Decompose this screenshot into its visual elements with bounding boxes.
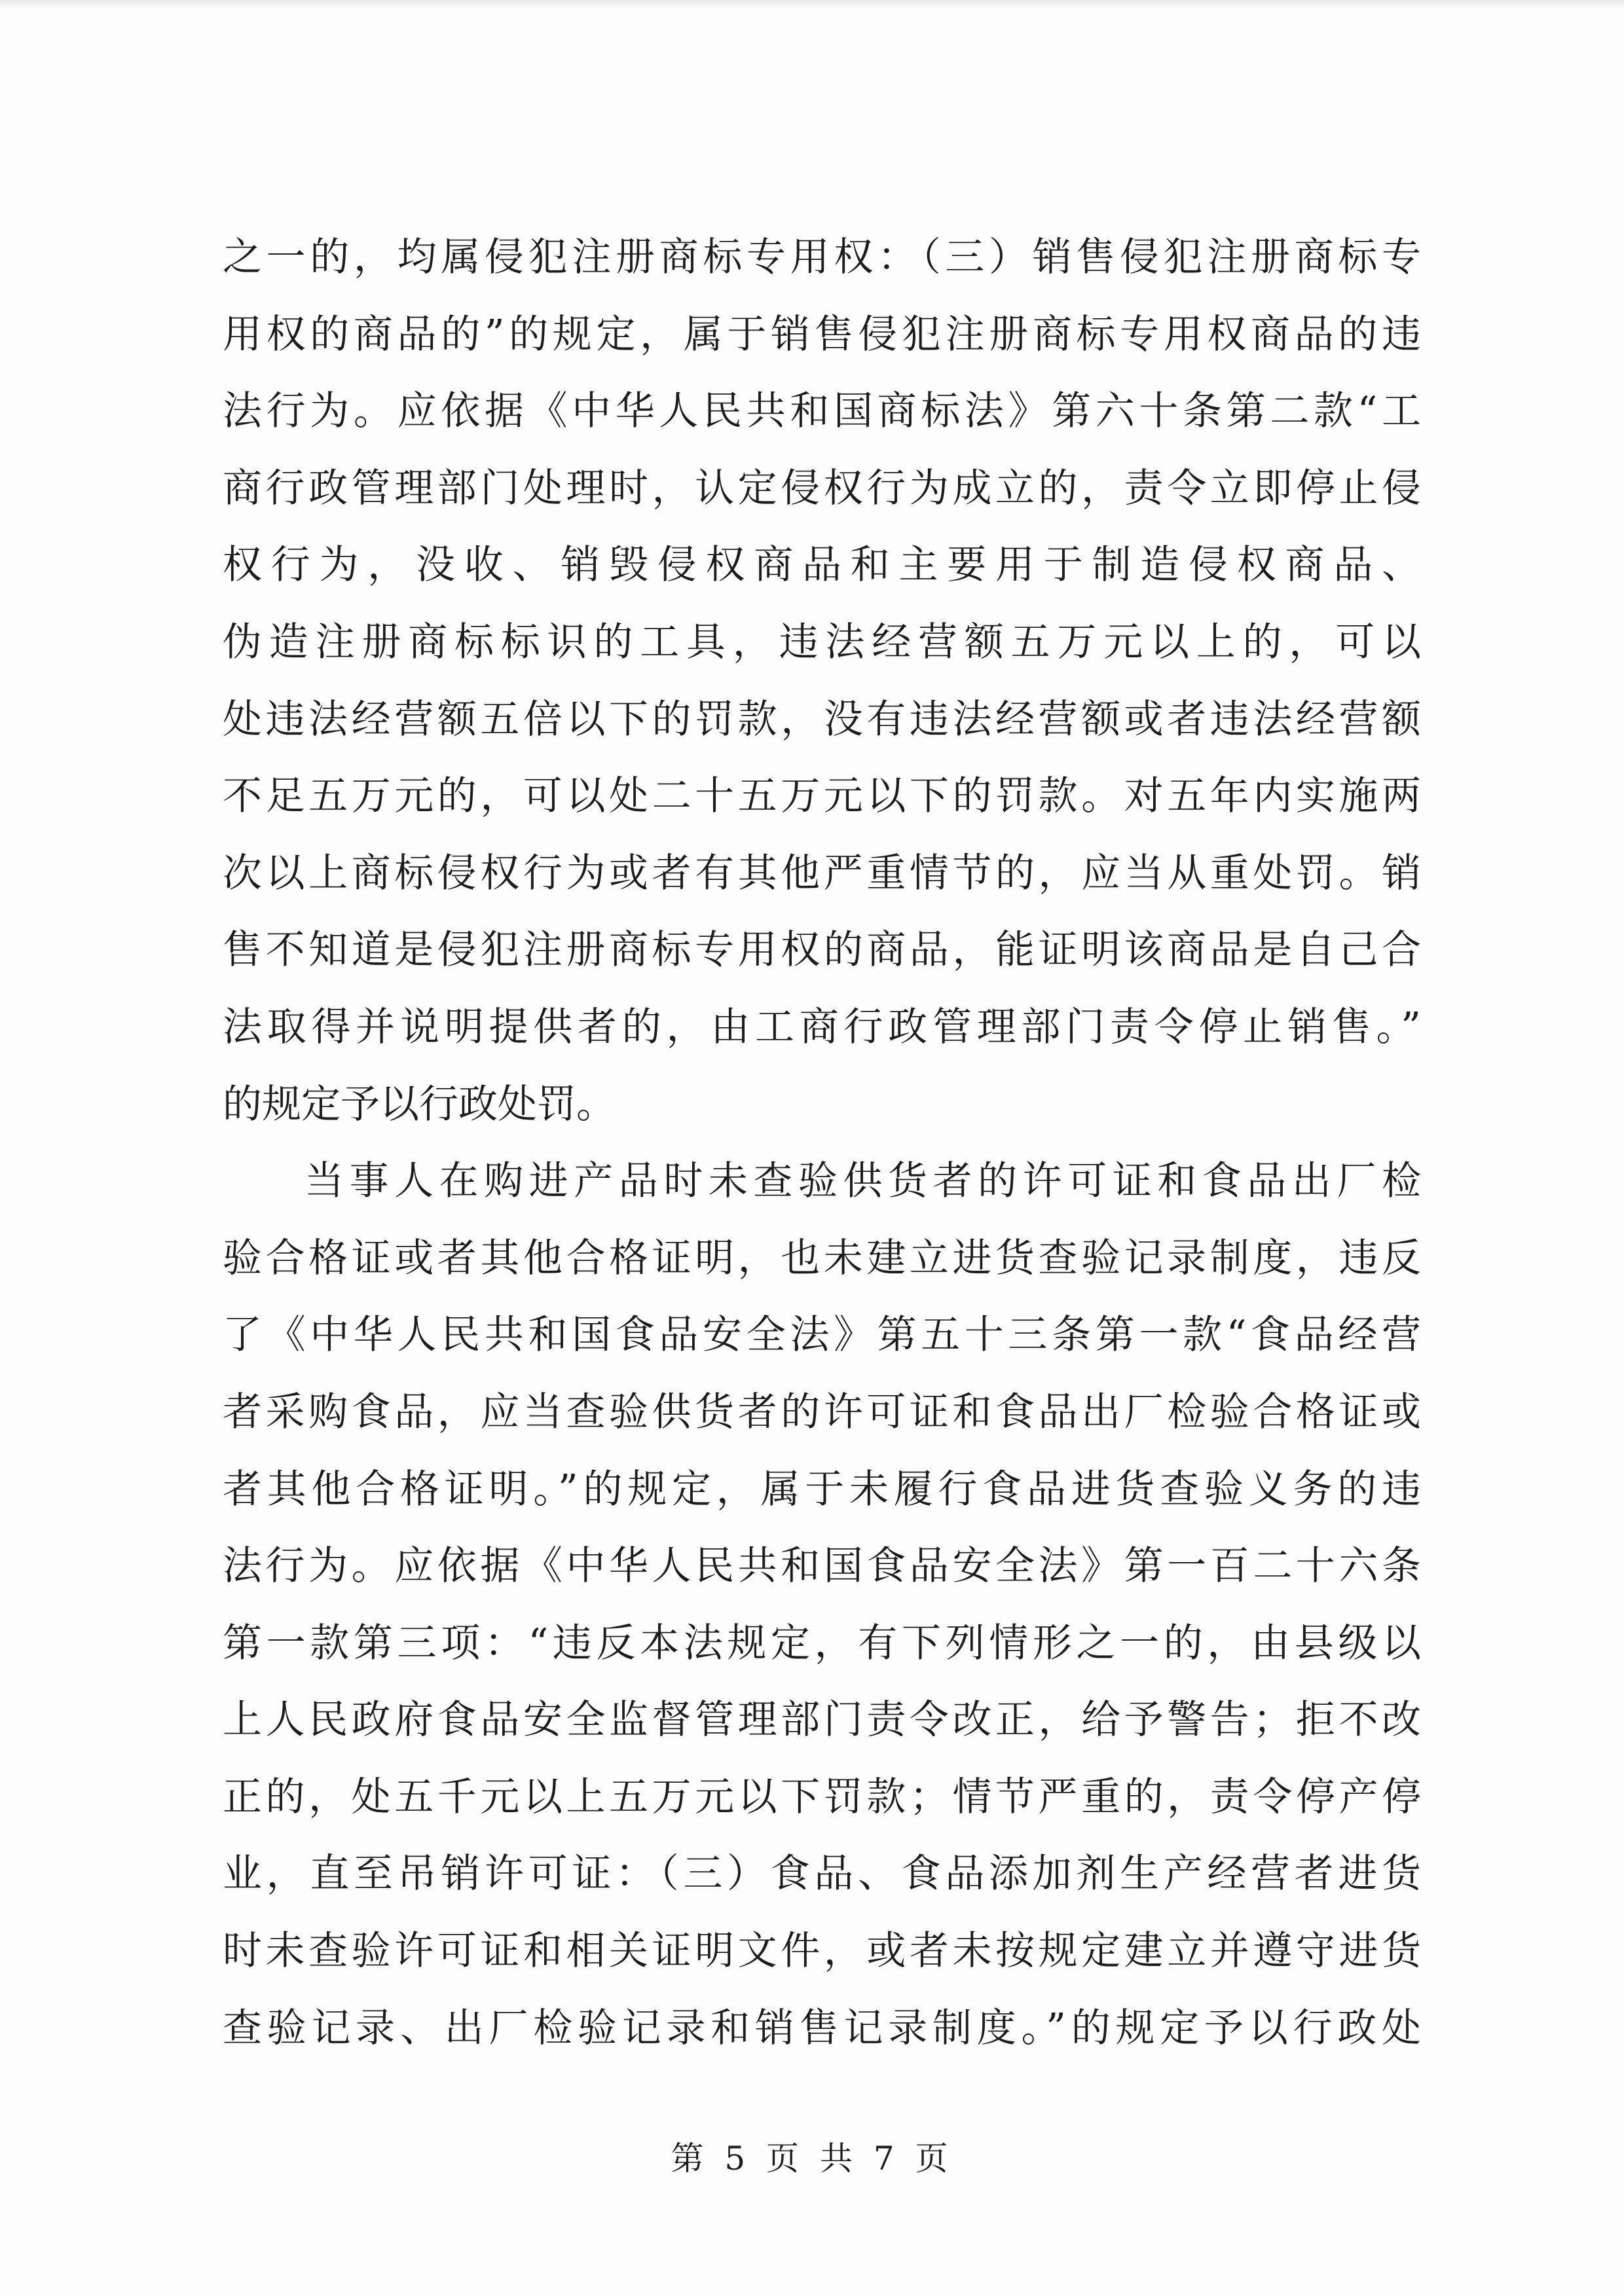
text-line: 查验记录、出厂检验记录和销售记录制度。”的规定予以行政处 bbox=[223, 2005, 1421, 2051]
document-body bbox=[223, 219, 1421, 2067]
text-line: 商行政管理部门处理时，认定侵权行为成立的，责令立即停止侵 bbox=[223, 465, 1421, 511]
text-line: 者其他合格证明。”的规定，属于未履行食品进货查验义务的违 bbox=[223, 1466, 1421, 1512]
text-line: 售不知道是侵犯注册商标专用权的商品，能证明该商品是自己合 bbox=[223, 927, 1421, 974]
text-line: 不足五万元的，可以处二十五万元以下的罚款。对五年内实施两 bbox=[223, 773, 1421, 820]
text-line: 正的，处五千元以上五万元以下罚款；情节严重的，责令停产停 bbox=[223, 1774, 1421, 1820]
text-line: 第一款第三项：“违反本法规定，有下列情形之一的，由县级以 bbox=[223, 1620, 1421, 1666]
text-line: 次以上商标侵权行为或者有其他严重情节的，应当从重处罚。销 bbox=[223, 850, 1421, 896]
paragraph-first-line: 当事人在购进产品时未查验供货者的许可证和食品出厂检 bbox=[304, 1158, 1421, 1205]
text-line: 时未查验许可证和相关证明文件，或者未按规定建立并遵守进货 bbox=[223, 1928, 1421, 1975]
scan-edge bbox=[0, 0, 1624, 9]
text-line: 上人民政府食品安全监督管理部门责令改正，给予警告；拒不改 bbox=[223, 1697, 1421, 1743]
text-line: 处违法经营额五倍以下的罚款，没有违法经营额或者违法经营额 bbox=[223, 696, 1421, 742]
text-line: 验合格证或者其他合格证明，也未建立进货查验记录制度，违反 bbox=[223, 1235, 1421, 1281]
text-line: 了《中华人民共和国食品安全法》第五十三条第一款“食品经营 bbox=[223, 1312, 1421, 1358]
text-line: 权行为，没收、销毁侵权商品和主要用于制造侵权商品、 bbox=[223, 542, 1421, 589]
page-number-footer: 第 5 页 共 7 页 bbox=[671, 2140, 953, 2178]
text-line: 业，直至吊销许可证：（三）食品、食品添加剂生产经营者进货 bbox=[223, 1851, 1421, 1897]
text-line: 的规定予以行政处罚。 bbox=[223, 1081, 616, 1127]
text-line: 法取得并说明提供者的，由工商行政管理部门责令停止销售。” bbox=[223, 1004, 1421, 1050]
text-line: 之一的，均属侵犯注册商标专用权：（三）销售侵犯注册商标专 bbox=[223, 234, 1421, 280]
text-line: 者采购食品，应当查验供货者的许可证和食品出厂检验合格证或 bbox=[223, 1389, 1421, 1435]
text-line: 法行为。应依据《中华人民共和国食品安全法》第一百二十六条 bbox=[223, 1543, 1421, 1590]
text-line: 伪造注册商标标识的工具，违法经营额五万元以上的，可以 bbox=[223, 619, 1421, 665]
text-line: 用权的商品的”的规定，属于销售侵犯注册商标专用权商品的违 bbox=[223, 311, 1421, 357]
text-line: 法行为。应依据《中华人民共和国商标法》第六十条第二款“工 bbox=[223, 388, 1421, 435]
